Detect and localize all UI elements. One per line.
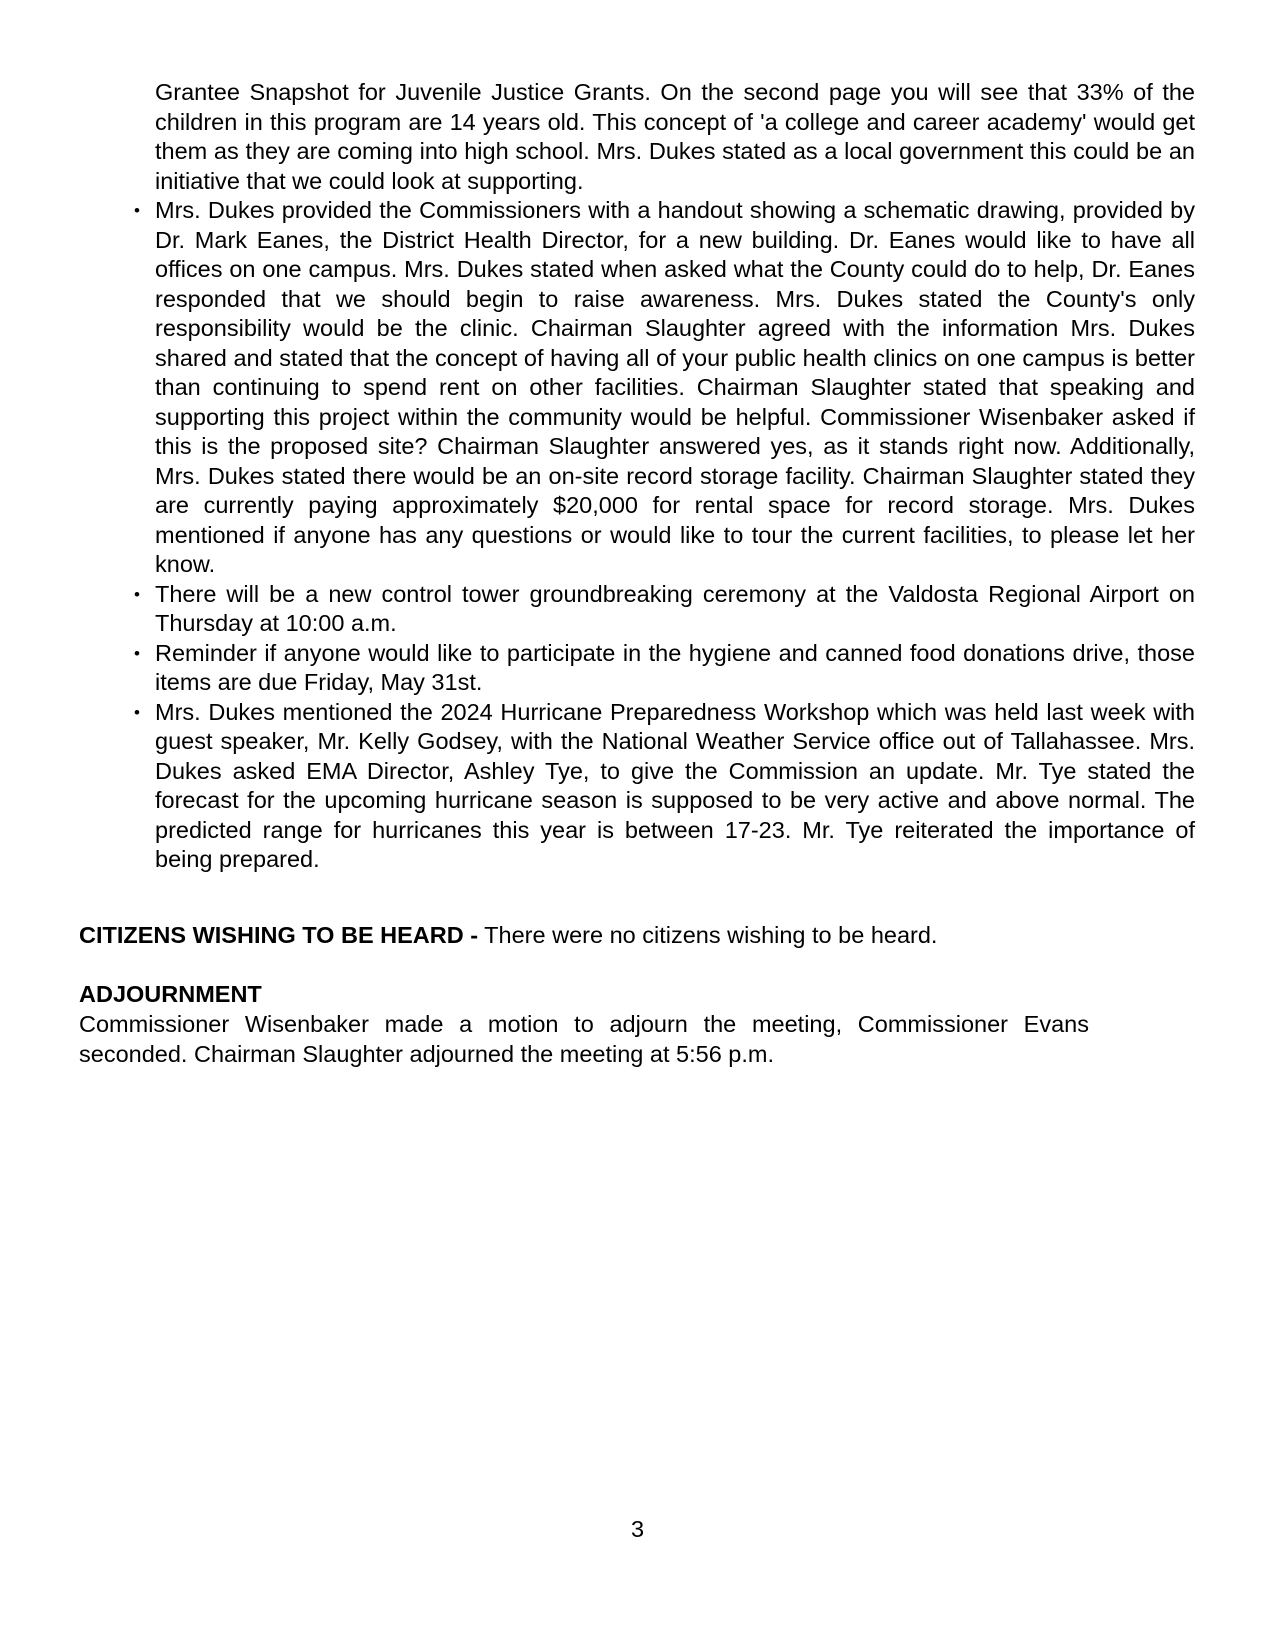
list-item-text: Mrs. Dukes mentioned the 2024 Hurricane Preparedness Workshop which was held last week with guest speaker, Mr. Kelly Godsey, with the National Weather Service office out of Tallahassee. Mrs. Dukes asked EMA Director, Ashley Tye, to give the Commission an update. Mr. Tye stated the forecast for the upcoming hurricane season is supposed to be very active and above normal. The predicted range for hurricanes this year is between 17-23. Mr. Tye reiterated the importance of being prepared.: [155, 698, 1195, 872]
bullet-icon: •: [134, 201, 140, 220]
list-item-text: Reminder if anyone would like to participate in the hygiene and canned food donations drive, those items are due Friday, May 31st.: [155, 639, 1195, 695]
bullet-icon: •: [134, 584, 140, 604]
bullet-icon: •: [134, 702, 140, 722]
list-item: [134, 639, 1195, 698]
bullet-icon: •: [134, 643, 140, 663]
list-item-text: There will be a new control tower groundbreaking ceremony at the Valdosta Regional Airport on Thursday at 10:00 a.m.: [155, 580, 1195, 636]
adjournment-text: Commissioner Wisenbaker made a motion to adjourn the meeting, Commissioner Evans seconded. Chairman Slaughter adjourned the meeting at 5:56 p.m.: [79, 1011, 1089, 1067]
list-item-text: Mrs. Dukes provided the Commissioners with a handout showing a schematic drawing, provided by Dr. Mark Eanes, the District Health Director, for a new building. Dr. Eanes would like to have all offices on one campus. Mrs. Dukes stated when asked what the County could do to help, Dr. Eanes responded that we should begin to raise awareness. Mrs. Dukes stated the County's only responsibility would be the clinic. Chairman Slaughter agreed with the information Mrs. Dukes shared and stated that the concept of having all of your public health clinics on one campus is better than continuing to spend rent on other facilities. Chairman Slaughter stated that speaking and supporting this project within the community would be helpful. Commissioner Wisenbaker asked if this is the proposed site? Chairman Slaughter answered yes, as it stands right now. Additionally, Mrs. Dukes stated there would be an on-site record storage facility. Chairman Slaughter stated they are currently paying approximately $20,000 for rental space for record storage. Mrs. Dukes mentioned if anyone has any questions or would like to tour the current facilities, to please let her know.: [155, 197, 1195, 577]
citizens-section: [79, 921, 1179, 951]
citizens-text: There were no citizens wishing to be heard.: [478, 922, 938, 948]
list-item: [134, 196, 1195, 580]
continuation-paragraph: Grantee Snapshot for Juvenile Justice Grants. On the second page you will see that 33% of the children in this program are 14 years old. This concept of 'a college and career academy' would get them as they are coming into high school. Mrs. Dukes stated as a local government this could be an initiative that we could look at supporting.: [155, 79, 1195, 194]
list-item: [134, 698, 1195, 875]
list-item: [134, 580, 1195, 639]
citizens-heading: CITIZENS WISHING TO BE HEARD -: [79, 922, 479, 948]
page-number: 3: [630, 1516, 645, 1542]
adjournment-heading: ADJOURNMENT: [79, 981, 262, 1007]
bullet-list: [134, 78, 1195, 875]
